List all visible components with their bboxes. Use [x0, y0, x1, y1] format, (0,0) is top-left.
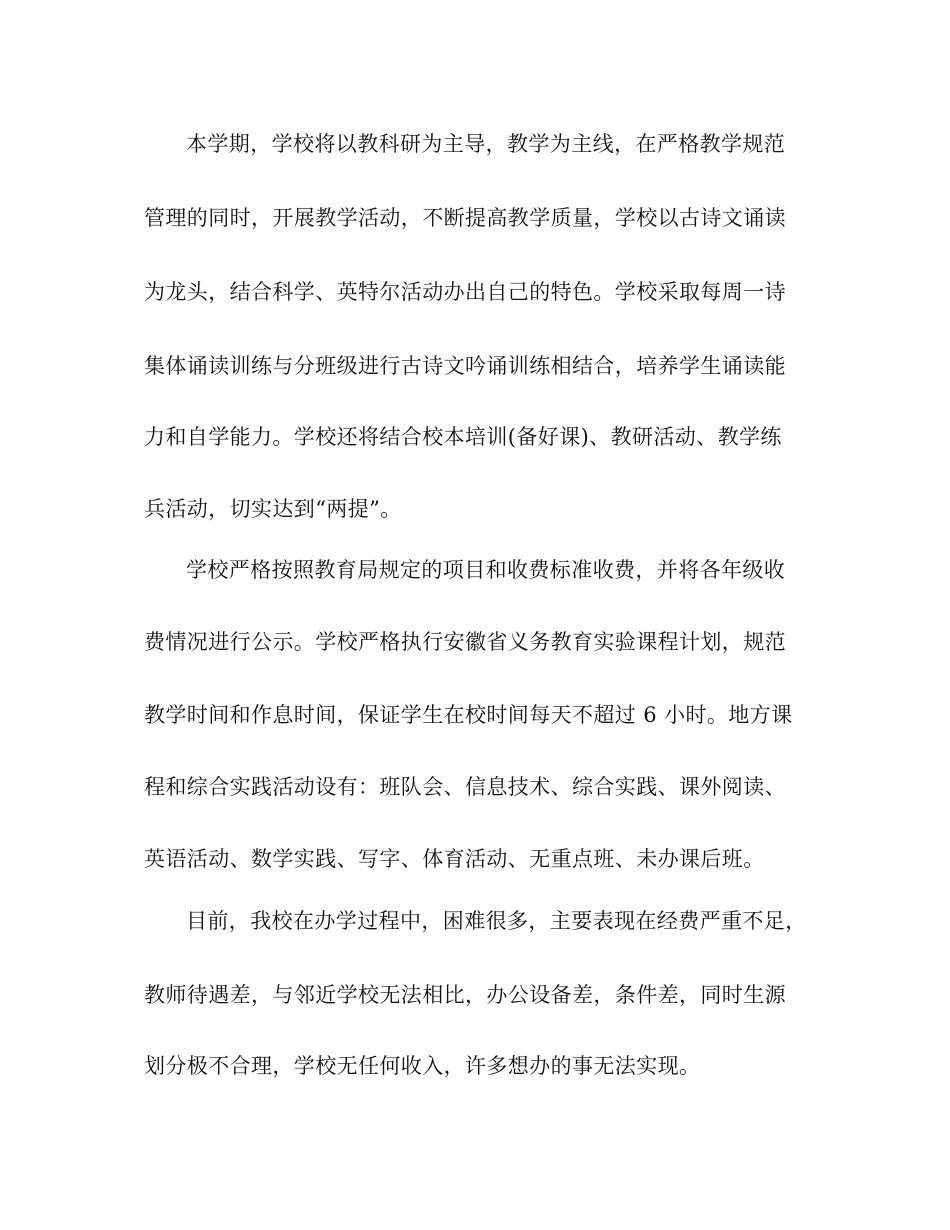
paragraph-1-line-4: 集体诵读训练与分班级进行古诗文吟诵训练相结合，培养学生诵读能	[144, 354, 786, 378]
paragraph-1-line-6: 兵活动，切实达到“两提”。	[144, 497, 402, 521]
paragraph-1-line-3: 为龙头，结合科学、英特尔活动办出自己的特色。学校采取每周一诗	[144, 280, 786, 304]
paragraph-1-line-1: 本学期，学校将以教科研为主导，教学为主线，在严格教学规范	[186, 132, 786, 156]
paragraph-1-line-2: 管理的同时，开展教学活动，不断提高教学质量，学校以古诗文诵读	[144, 206, 786, 230]
paragraph-2-line-2: 费情况进行公示。学校严格执行安徽省义务教育实验课程计划，规范	[144, 630, 786, 654]
paragraph-2-line-3: 教学时间和作息时间，保证学生在校时间每天不超过 6 小时。地方课	[144, 703, 793, 727]
paragraph-2-line-1: 学校严格按照教育局规定的项目和收费标准收费，并将各年级收	[186, 558, 786, 582]
paragraph-2-line-4: 程和综合实践活动设有：班队会、信息技术、综合实践、课外阅读、	[144, 775, 786, 799]
paragraph-3-line-1: 目前，我校在办学过程中，困难很多，主要表现在经费严重不足，	[186, 909, 807, 933]
paragraph-3-line-3: 划分极不合理，学校无任何收入，许多想办的事无法实现。	[144, 1054, 701, 1078]
paragraph-1-line-5: 力和自学能力。学校还将结合校本培训(备好课)、教研活动、教学练	[144, 425, 782, 449]
paragraph-3-line-2: 教师待遇差，与邻近学校无法相比，办公设备差，条件差，同时生源	[144, 983, 786, 1007]
paragraph-2-line-5: 英语活动、数学实践、写字、体育活动、无重点班、未办课后班。	[144, 847, 765, 871]
